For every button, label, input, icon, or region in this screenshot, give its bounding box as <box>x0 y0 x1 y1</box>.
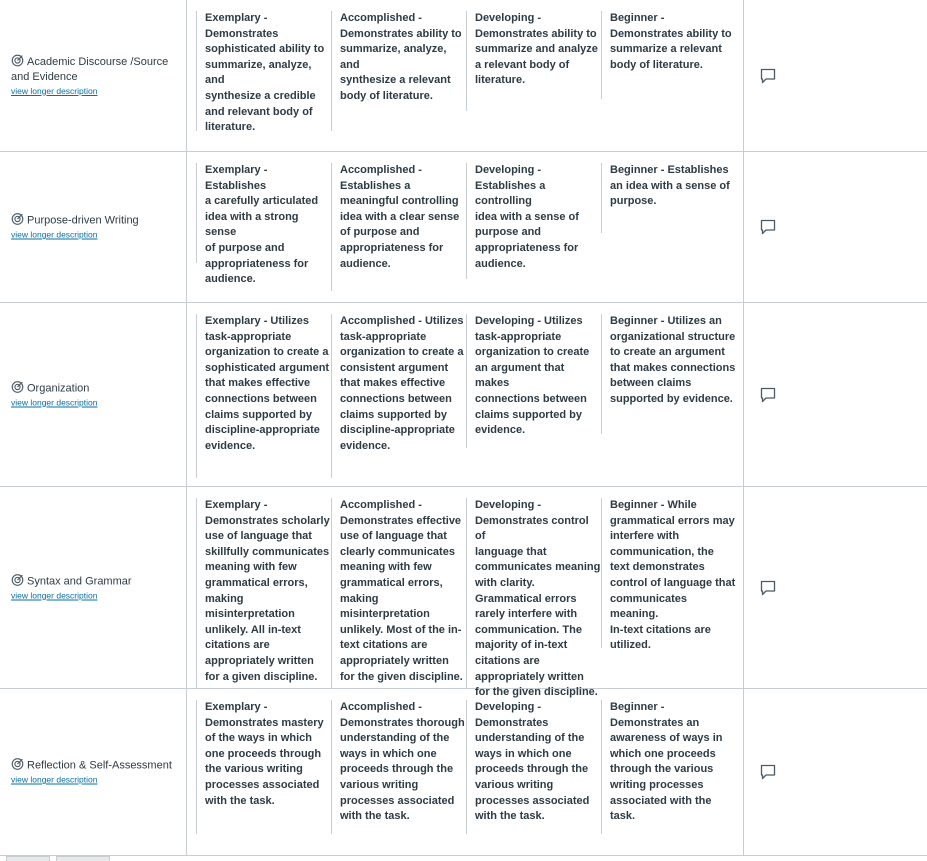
criterion-row <box>0 303 927 487</box>
ratings-cell <box>187 303 743 486</box>
rating-accomplished[interactable]: Accomplished - Demonstrates effective use of language that clearly communicates meaning with few grammatical errors, making misinterpretation unlikely. Most of the in- text citations are appropriately written for the given discipline. <box>331 498 466 688</box>
view-longer-description-link[interactable]: view longer description <box>11 590 98 600</box>
view-longer-description-link[interactable]: view longer description <box>11 85 98 96</box>
criterion-title <box>11 758 176 774</box>
outcome-target-icon <box>11 573 24 586</box>
outcome-target-icon <box>11 54 24 67</box>
rating-beginner[interactable]: Beginner - Demonstrates ability to summarize a relevant body of literature. <box>601 11 736 99</box>
criterion-title-text: Purpose-driven Writing <box>27 214 139 227</box>
criterion-cell <box>0 303 187 486</box>
bottom-button-bar <box>0 856 927 861</box>
comment-bubble-icon[interactable] <box>759 763 777 781</box>
view-longer-description-link[interactable]: view longer description <box>11 229 98 240</box>
comment-cell <box>743 487 927 688</box>
comment-bubble-icon[interactable] <box>759 218 777 236</box>
rating-developing[interactable]: Developing - Demonstrates control of language that communicates meaning with clarity. Grammatical errors rarely interfere with communication. The majority of in-text citations are appropriately written for the given discipline. <box>466 498 601 688</box>
comment-cell <box>743 303 927 486</box>
criterion-title <box>11 54 176 85</box>
criterion-title-text: Reflection & Self-Assessment <box>27 759 172 772</box>
rating-accomplished[interactable]: Accomplished - Demonstrates ability to summarize, analyze, and synthesize a relevant body of literature. <box>331 11 466 131</box>
criterion-title <box>11 573 176 589</box>
outcome-target-icon <box>11 380 24 393</box>
criterion-cell <box>0 0 187 151</box>
view-longer-description-link[interactable]: view longer description <box>11 397 98 407</box>
bottom-button[interactable] <box>6 856 50 861</box>
rating-exemplary[interactable]: Exemplary - Establishes a carefully articulated idea with a strong sense of purpose and appropriateness for audience. <box>196 163 331 263</box>
rating-accomplished[interactable]: Accomplished - Utilizes task-appropriate organization to create a consistent argument that makes effective connections between claims supported by discipline-appropriate evidence. <box>331 314 466 478</box>
rating-developing[interactable]: Developing - Establishes a controlling idea with a sense of purpose and appropriateness for audience. <box>466 163 601 279</box>
comment-cell <box>743 689 927 855</box>
ratings-cell <box>187 0 743 151</box>
ratings-cell <box>187 487 743 699</box>
outcome-target-icon <box>11 213 24 226</box>
rating-developing[interactable]: Developing - Demonstrates ability to summarize and analyze a relevant body of literature. <box>466 11 601 111</box>
comment-bubble-icon[interactable] <box>759 67 777 85</box>
rating-exemplary[interactable]: Exemplary - Demonstrates scholarly use of language that skillfully communicates meaning with few grammatical errors, making misinterpretation unlikely. All in-text citations are appropriately written for a given discipline. <box>196 498 331 688</box>
criterion-title-text: Syntax and Grammar <box>27 575 132 587</box>
criterion-cell <box>0 152 187 302</box>
comment-cell <box>743 0 927 151</box>
rating-exemplary[interactable]: Exemplary - Demonstrates sophisticated ability to summarize, analyze, and synthesize a credible and relevant body of literature. <box>196 11 331 131</box>
criterion-title-text: Organization <box>27 382 90 394</box>
rating-beginner[interactable]: Beginner - Utilizes an organizational structure to create an argument that makes connections between claims supported by evidence. <box>601 314 736 434</box>
rating-beginner[interactable]: Beginner - Establishes an idea with a sense of purpose. <box>601 163 736 233</box>
criterion-row <box>0 0 927 152</box>
comment-cell <box>743 152 927 302</box>
rating-accomplished[interactable]: Accomplished - Establishes a meaningful controlling idea with a clear sense of purpose and appropriateness for audience. <box>331 163 466 291</box>
rating-exemplary[interactable]: Exemplary - Utilizes task-appropriate organization to create a sophisticated argument that makes effective connections between claims supported by discipline-appropriate evidence. <box>196 314 331 478</box>
rating-exemplary[interactable]: Exemplary - Demonstrates mastery of the ways in which one proceeds through the various writing processes associated with the task. <box>196 700 331 834</box>
criterion-cell <box>0 689 187 855</box>
comment-bubble-icon[interactable] <box>759 386 777 404</box>
comment-bubble-icon[interactable] <box>759 579 777 597</box>
ratings-cell <box>187 152 743 302</box>
rating-beginner[interactable]: Beginner - Demonstrates an awareness of ways in which one proceeds through the various writing processes associated with the task. <box>601 700 736 834</box>
criterion-title <box>11 213 176 229</box>
criterion-title-text: Academic Discourse /Source and Evidence <box>11 55 169 83</box>
criterion-row <box>0 487 927 699</box>
rating-accomplished[interactable]: Accomplished - Demonstrates thorough understanding of the ways in which one proceeds through the various writing processes associated with the task. <box>331 700 466 834</box>
bottom-button[interactable] <box>56 856 110 861</box>
criterion-row <box>0 152 927 303</box>
criterion-cell <box>0 487 187 688</box>
ratings-cell <box>187 689 743 855</box>
rating-developing[interactable]: Developing - Demonstrates understanding of the ways in which one proceeds through the various writing processes associated with the task. <box>466 700 601 834</box>
criterion-title <box>11 380 176 396</box>
view-longer-description-link[interactable]: view longer description <box>11 774 98 785</box>
outcome-target-icon <box>11 758 24 771</box>
rating-developing[interactable]: Developing - Utilizes task-appropriate organization to create an argument that makes connections between claims supported by evidence. <box>466 314 601 448</box>
rating-beginner[interactable]: Beginner - While grammatical errors may interfere with communication, the text demonstrates control of language that communicates meaning. In-text citations are utilized. <box>601 498 736 648</box>
criterion-row <box>0 689 927 856</box>
